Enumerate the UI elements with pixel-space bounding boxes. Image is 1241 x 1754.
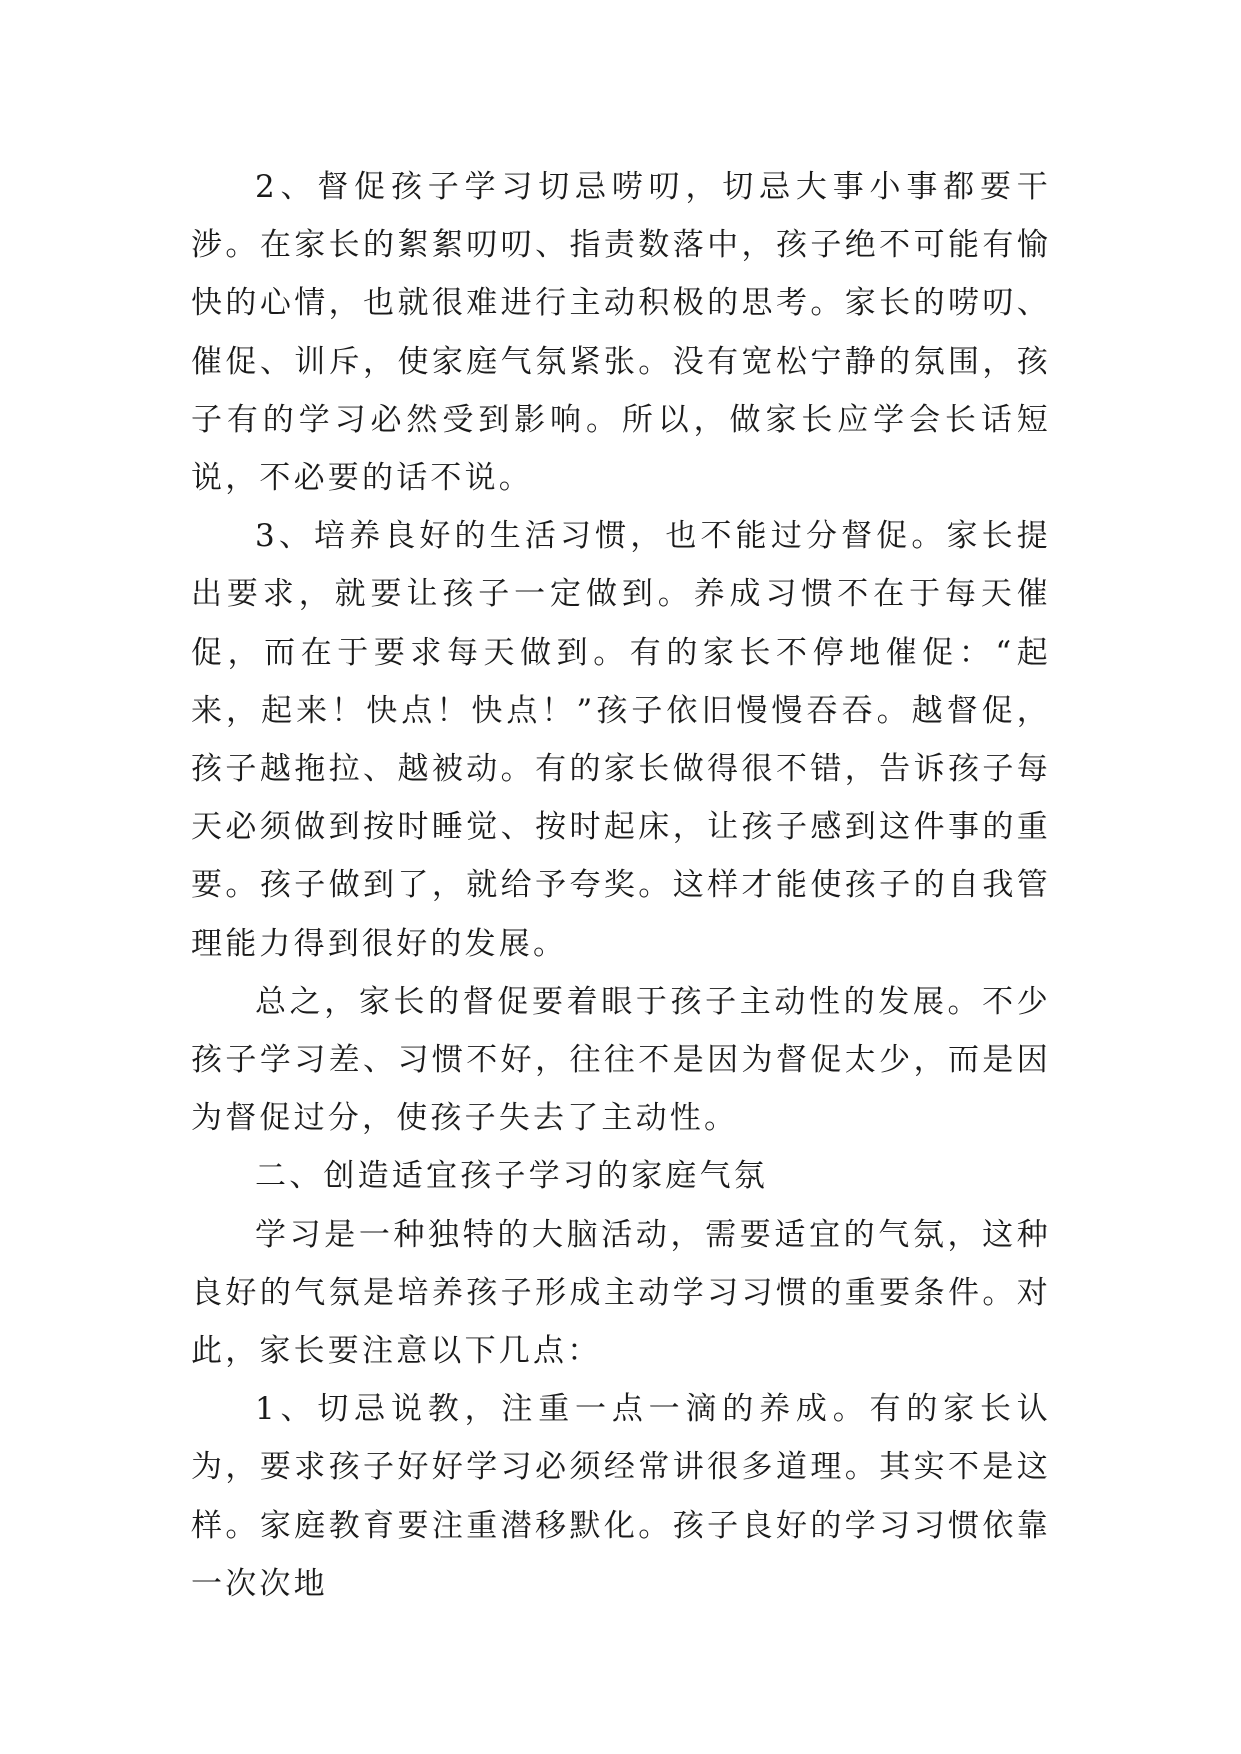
paragraph-summary: 总之，家长的督促要着眼于孩子主动性的发展。不少孩子学习差、习惯不好，往往不是因为督促太少，而是因为督促过分，使孩子失去了主动性。 bbox=[191, 983, 1051, 1137]
paragraph-no-preaching: 1、切忌说教，注重一点一滴的养成。有的家长认为，要求孩子好好学习必须经常讲很多道理。其实不是这样。家庭教育要注重潜移默化。孩子良好的学习习惯依靠一次次地 bbox=[191, 1391, 1051, 1602]
paragraph-habits: 3、培养良好的生活习惯，也不能过分督促。家长提出要求，就要让孩子一定做到。养成习惯不在于每天催促，而在于要求每天做到。有的家长不停地催促：“起来，起来！快点！快点！”孩子依旧慢慢吞吞。越督促，孩子越拖拉、越被动。有的家长做得很不错，告诉孩子每天必须做到按时睡觉、按时起床，让孩子感到这件事的重要。孩子做到了，就给予夸奖。这样才能使孩子的自我管理能力得到很好的发展。 bbox=[191, 518, 1051, 962]
paragraph-nagging: 2、督促孩子学习切忌唠叨，切忌大事小事都要干涉。在家长的絮絮叨叨、指责数落中，孩子绝不可能有愉快的心情，也就很难进行主动积极的思考。家长的唠叨、催促、训斥，使家庭气氛紧张。没有宽松宁静的氛围，孩子有的学习必然受到影响。所以，做家长应学会长话短说，不必要的话不说。 bbox=[191, 169, 1051, 497]
document-body bbox=[191, 158, 1051, 1613]
paragraph-atmosphere: 学习是一种独特的大脑活动，需要适宜的气氛，这种良好的气氛是培养孩子形成主动学习习惯的重要条件。对此，家长要注意以下几点： bbox=[191, 1216, 1051, 1370]
section-heading: 二、创造适宜孩子学习的家庭气氛 bbox=[255, 1158, 768, 1195]
